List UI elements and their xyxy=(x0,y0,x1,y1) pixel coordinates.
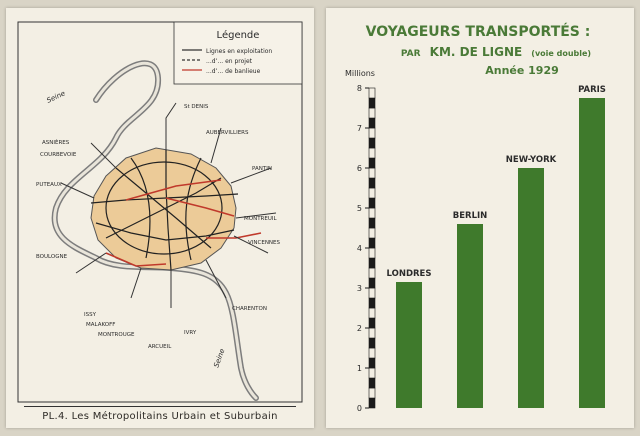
y-tick-label: 4 xyxy=(356,244,362,253)
y-axis-segment xyxy=(369,108,375,118)
y-axis-segment xyxy=(369,298,375,308)
y-axis-segment xyxy=(369,338,375,348)
y-axis-segment xyxy=(369,378,375,388)
y-tick-label: 6 xyxy=(356,164,362,173)
legend-item-3: ...d’... de banlieue xyxy=(206,68,261,75)
y-axis-segment xyxy=(369,178,375,188)
bar-londres xyxy=(396,282,422,408)
y-axis-segment xyxy=(369,288,375,298)
map-page xyxy=(6,8,314,428)
chart-title-line2 xyxy=(401,41,591,60)
place-st-denis: St DENIS xyxy=(184,104,209,110)
chart-title-par: PAR xyxy=(400,49,421,59)
place-malakoff: MALAKOFF xyxy=(86,322,116,328)
y-tick-label: 3 xyxy=(356,284,362,293)
y-tick-label: 2 xyxy=(356,324,362,333)
y-axis-segment xyxy=(369,368,375,378)
y-axis-label: Millions xyxy=(345,69,375,78)
y-axis-segment xyxy=(369,258,375,268)
y-axis-segment xyxy=(369,358,375,368)
bars xyxy=(387,85,606,408)
y-axis-segment xyxy=(369,138,375,148)
place-puteaux: PUTEAUX xyxy=(36,182,62,188)
place-arcueil: ARCUEIL xyxy=(148,344,172,350)
y-axis-segment xyxy=(369,118,375,128)
river-label-south: Seine xyxy=(212,347,227,369)
y-axis-segment xyxy=(369,218,375,228)
place-aubervilliers: AUBERVILLIERS xyxy=(206,130,249,136)
map-caption: PL.4. Les Métropolitains Urbain et Suburbain xyxy=(24,406,296,422)
y-axis-segment xyxy=(369,238,375,248)
place-courbevoie: COURBEVOIE xyxy=(40,152,77,158)
y-axis-segment xyxy=(369,308,375,318)
bar-chart xyxy=(326,8,634,428)
chart-title-line1: VOYAGEURS TRANSPORTÉS : xyxy=(365,24,591,40)
y-axis-segment xyxy=(369,88,375,98)
bar-label-paris: PARIS xyxy=(578,85,606,95)
legend-item-2: ...d’... en projet xyxy=(206,58,252,65)
y-axis-segment xyxy=(369,98,375,108)
place-charenton: CHARENTON xyxy=(232,306,267,312)
y-axis-segment xyxy=(369,348,375,358)
y-axis-segment xyxy=(369,268,375,278)
place-ivry: IVRY xyxy=(184,330,197,336)
place-issy: ISSY xyxy=(84,312,96,318)
legend-box xyxy=(174,22,302,84)
y-axis-segment xyxy=(369,198,375,208)
y-axis-segment xyxy=(369,148,375,158)
place-montreuil: MONTREUIL xyxy=(244,216,277,222)
place-boulogne: BOULOGNE xyxy=(36,254,68,260)
y-axis-segment xyxy=(369,208,375,218)
y-tick-label: 1 xyxy=(356,364,362,373)
y-axis-segment xyxy=(369,158,375,168)
y-tick-label: 0 xyxy=(356,404,362,413)
chart-page xyxy=(326,8,634,428)
y-tick-label: 7 xyxy=(356,124,362,133)
chart-title-year: Année 1929 xyxy=(485,64,559,77)
bar-label-new-york: NEW-YORK xyxy=(505,155,557,165)
place-montrouge: MONTROUGE xyxy=(98,332,135,338)
legend-item-1: Lignes en exploitation xyxy=(206,48,273,55)
bar-label-berlin: BERLIN xyxy=(452,211,488,221)
metro-map xyxy=(6,8,314,428)
y-tick-label: 8 xyxy=(356,84,362,93)
legend-title: Légende xyxy=(216,30,260,41)
bar-new-york xyxy=(518,168,544,408)
place-pantin: PANTIN xyxy=(252,166,272,172)
river-label-north: Seine xyxy=(45,89,67,105)
bar-berlin xyxy=(457,224,483,408)
y-axis-segment xyxy=(369,248,375,258)
place-asnieres: ASNIÈRES xyxy=(42,140,70,146)
y-axis xyxy=(357,84,375,413)
bar-label-londres: LONDRES xyxy=(386,269,432,279)
chart-title-voie: (voie double) xyxy=(531,49,592,58)
place-vincennes: VINCENNES xyxy=(248,240,281,246)
y-axis-segment xyxy=(369,188,375,198)
y-axis-segment xyxy=(369,398,375,408)
y-axis-segment xyxy=(369,278,375,288)
y-axis-segment xyxy=(369,318,375,328)
bar-paris xyxy=(579,98,605,408)
y-axis-segment xyxy=(369,328,375,338)
y-axis-segment xyxy=(369,228,375,238)
chart-title-km: KM. DE LIGNE xyxy=(429,45,523,59)
y-axis-segment xyxy=(369,168,375,178)
y-axis-segment xyxy=(369,388,375,398)
y-tick-label: 5 xyxy=(356,204,362,213)
y-axis-segment xyxy=(369,128,375,138)
